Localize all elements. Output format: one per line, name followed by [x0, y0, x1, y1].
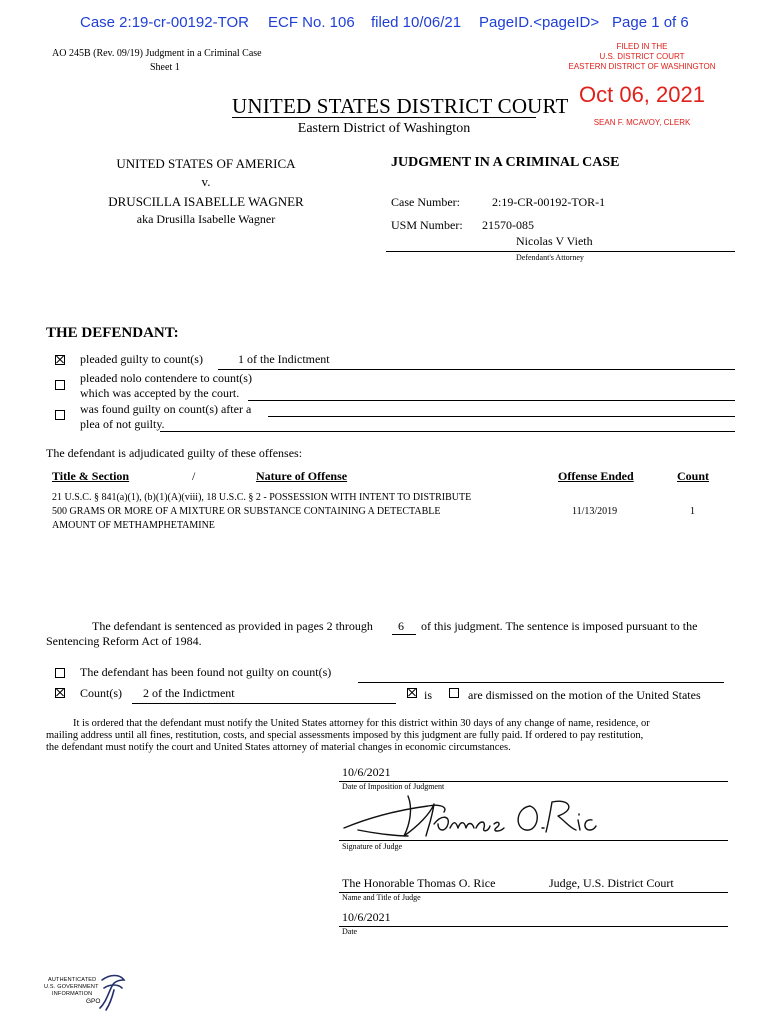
court-divider: [232, 117, 536, 118]
offense-line-2: 500 GRAMS OR MORE OF A MIXTURE OR SUBSTANCE CONTAINING A DETECTABLE: [52, 506, 441, 517]
judge-title: Judge, U.S. District Court: [549, 876, 674, 890]
ecf-page: Page 1 of 6: [612, 14, 689, 31]
found-guilty-line-2: [160, 431, 735, 432]
signature-label: Signature of Judge: [342, 842, 402, 851]
judgment-title: JUDGMENT IN A CRIMINAL CASE: [391, 155, 620, 170]
nolo-line: [248, 400, 735, 401]
not-guilty-line: [358, 682, 724, 683]
gpo-line4: GPO: [86, 998, 101, 1005]
signed-date: 10/6/2021: [342, 910, 391, 924]
versus: v.: [201, 174, 211, 189]
sentencing-part1: The defendant is sentenced as provided in pages 2 through: [92, 619, 373, 633]
filed-stamp-line1: FILED IN THE: [616, 42, 668, 51]
gpo-line2: U.S. GOVERNMENT: [44, 984, 99, 990]
is-checkbox[interactable]: [407, 688, 417, 698]
offense-count: 1: [690, 506, 695, 517]
signature-line: [339, 840, 728, 841]
offense-line-1: 21 U.S.C. § 841(a)(1), (b)(1)(A)(viii), 18 U.S.C. § 2 - POSSESSION WITH INTENT TO DISTRIBUTE: [52, 492, 472, 503]
order-line-1: It is ordered that the defendant must notify the United States attorney for this district within 30 days of any change of name, residence, or: [73, 718, 650, 729]
header-offense-ended: Offense Ended: [558, 469, 634, 483]
attorney-label: Defendant's Attorney: [516, 253, 584, 262]
order-line-2: mailing address until all fines, restitution, costs, and special assessments imposed by this judgment are fully paid. If ordered to pay restitution,: [46, 730, 644, 741]
filed-stamp-line2: U.S. DISTRICT COURT: [599, 52, 685, 61]
ecf-case: Case 2:19-cr-00192-TOR: [80, 14, 249, 31]
usm-number: 21570-085: [482, 218, 534, 232]
ecf-number: ECF No. 106: [268, 14, 355, 31]
pleaded-guilty-value: 1 of the Indictment: [238, 352, 330, 366]
defense-attorney: Nicolas V Vieth: [516, 234, 593, 248]
pleaded-guilty-checkbox[interactable]: [55, 355, 65, 365]
filed-stamp-line3: EASTERN DISTRICT OF WASHINGTON: [568, 62, 716, 71]
name-title-label: Name and Title of Judge: [342, 893, 421, 902]
pleaded-guilty-line: [218, 369, 735, 370]
gpo-line3: INFORMATION: [52, 991, 93, 997]
order-line-3: the defendant must notify the court and United States attorney of material changes in economic circumstances.: [46, 742, 511, 753]
ecf-filed: filed 10/06/21: [371, 14, 462, 31]
filed-stamp-date: Oct 06, 2021: [579, 82, 705, 107]
judge-signature: [338, 784, 598, 844]
found-guilty-label-2: plea of not guilty.: [80, 417, 165, 431]
filed-stamp-clerk: SEAN F. MCAVOY, CLERK: [593, 118, 691, 127]
found-guilty-line-1: [268, 416, 735, 417]
case-number: 2:19-CR-00192-TOR-1: [492, 195, 606, 209]
court-district: Eastern District of Washington: [297, 121, 471, 136]
sentencing-part2: of this judgment. The sentence is imposed pursuant to the: [421, 619, 698, 633]
form-code: AO 245B (Rev. 09/19) Judgment in a Criminal Case: [52, 48, 262, 59]
eagle-icon: [96, 972, 128, 1012]
counts-label: Count(s): [80, 686, 122, 700]
plaintiff-name: UNITED STATES OF AMERICA: [116, 156, 296, 171]
signed-date-line: [339, 926, 728, 927]
header-title-section: Title & Section: [52, 469, 130, 483]
counts-checkbox[interactable]: [55, 688, 65, 698]
sentencing-pages-line: [392, 634, 416, 635]
offense-ended: 11/13/2019: [572, 506, 618, 517]
found-guilty-label-1: was found guilty on count(s) after a: [80, 402, 252, 416]
pleaded-guilty-label: pleaded guilty to count(s): [80, 352, 203, 366]
counts-value: 2 of the Indictment: [143, 686, 235, 700]
sentencing-pages: 6: [398, 619, 404, 633]
imposition-label: Date of Imposition of Judgment: [342, 782, 445, 791]
are-label: are dismissed on the motion of the United States: [468, 688, 701, 702]
sentencing-line2: Sentencing Reform Act of 1984.: [46, 634, 202, 648]
ecf-pageid: PageID.<pageID>: [479, 14, 600, 31]
header-nature: Nature of Offense: [256, 469, 348, 483]
counts-line: [132, 703, 396, 704]
gpo-line1: AUTHENTICATED: [48, 977, 97, 983]
found-guilty-checkbox[interactable]: [55, 410, 65, 420]
header-slash: /: [192, 469, 196, 483]
form-sheet: Sheet 1: [150, 62, 180, 73]
imposition-date: 10/6/2021: [342, 765, 391, 779]
nolo-contendere-checkbox[interactable]: [55, 380, 65, 390]
attorney-line: [386, 251, 735, 252]
nolo-label-2: which was accepted by the court.: [80, 386, 240, 400]
defendant-name: DRUSCILLA ISABELLE WAGNER: [108, 194, 304, 209]
date-label: Date: [342, 927, 358, 936]
not-guilty-checkbox[interactable]: [55, 668, 65, 678]
nolo-label-1: pleaded nolo contendere to count(s): [80, 371, 252, 385]
is-label: is: [424, 688, 433, 702]
usm-number-label: USM Number:: [391, 218, 463, 232]
defendant-heading: THE DEFENDANT:: [46, 325, 179, 341]
not-guilty-label: The defendant has been found not guilty on count(s): [80, 665, 332, 679]
court-name: UNITED STATES DISTRICT COURT: [232, 94, 569, 118]
offense-line-3: AMOUNT OF METHAMPHETAMINE: [52, 520, 215, 531]
are-checkbox[interactable]: [449, 688, 459, 698]
case-number-label: Case Number:: [391, 195, 460, 209]
header-count: Count: [677, 469, 710, 483]
judge-name: The Honorable Thomas O. Rice: [342, 876, 496, 890]
defendant-aka: aka Drusilla Isabelle Wagner: [136, 212, 276, 226]
adjudicated-text: The defendant is adjudicated guilty of these offenses:: [46, 446, 303, 460]
